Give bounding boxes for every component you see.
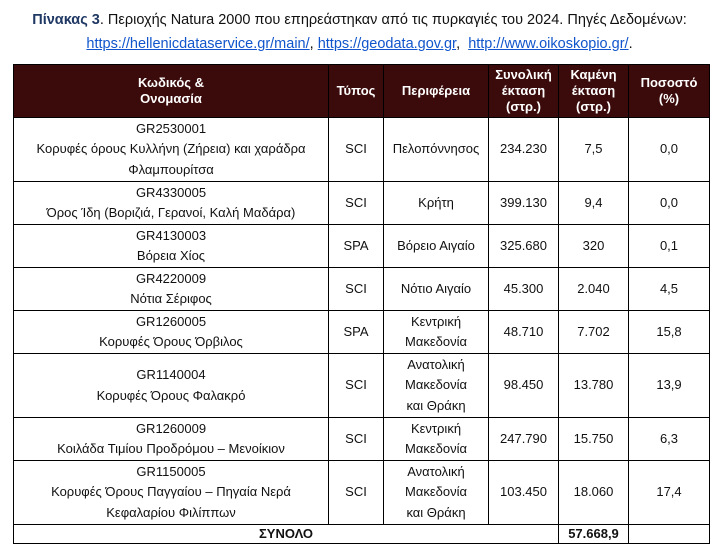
cell-percent: 13,9 <box>629 354 710 418</box>
cell-total-area: 98.450 <box>489 354 559 418</box>
cell-region: Νότιο Αιγαίο <box>384 268 489 311</box>
table-row <box>14 268 710 311</box>
cell-burned-area: 320 <box>559 225 629 268</box>
cell-total-area: 45.300 <box>489 268 559 311</box>
table-row <box>14 225 710 268</box>
table-caption <box>0 8 719 56</box>
cell-region: Ανατολική Μακεδονία και Θράκη <box>384 461 489 525</box>
total-burned-area: 57.668,9 <box>559 525 629 544</box>
cell-type: SPA <box>329 225 384 268</box>
cell-code-name: GR1150005 Κορυφές Όρους Παγγαίου – Πηγαία Νερά Κεφαλαρίου Φιλίππων <box>14 461 329 525</box>
cell-region: Ανατολική Μακεδονία και Θράκη <box>384 354 489 418</box>
cell-code-name: GR4330005 Όρος Ίδη (Βοριζιά, Γερανοί, Καλή Μαδάρα) <box>14 182 329 225</box>
cell-region: Κεντρική Μακεδονία <box>384 418 489 461</box>
cell-code-name: GR4220009 Νότια Σέριφος <box>14 268 329 311</box>
header-total-area: Συνολική έκταση (στρ.) <box>489 65 559 118</box>
cell-percent: 0,1 <box>629 225 710 268</box>
table-row <box>14 311 710 354</box>
cell-type: SCI <box>329 268 384 311</box>
cell-total-area: 247.790 <box>489 418 559 461</box>
header-percent: Ποσοστό (%) <box>629 65 710 118</box>
source-link-hellenicdataservice[interactable]: https://hellenicdataservice.gr/main/ <box>86 36 310 52</box>
cell-code-name: GR4130003 Βόρεια Χίος <box>14 225 329 268</box>
cell-type: SPA <box>329 311 384 354</box>
cell-type: SCI <box>329 118 384 182</box>
header-code-name: Κωδικός & Ονομασία <box>14 65 329 118</box>
natura-fires-table <box>13 64 710 544</box>
caption-text: . Περιοχής Natura 2000 που επηρεάστηκαν από τις πυρκαγιές του 2024. Πηγές Δεδομένων: <box>99 12 687 28</box>
cell-burned-area: 7,5 <box>559 118 629 182</box>
total-percent-empty <box>629 525 710 544</box>
header-region: Περιφέρεια <box>384 65 489 118</box>
caption-line-1 <box>0 8 719 32</box>
cell-region: Πελοπόννησος <box>384 118 489 182</box>
total-label: ΣΥΝΟΛΟ <box>14 525 559 544</box>
table-total-row <box>14 525 710 544</box>
cell-type: SCI <box>329 182 384 225</box>
cell-total-area: 325.680 <box>489 225 559 268</box>
cell-burned-area: 9,4 <box>559 182 629 225</box>
header-type: Τύπος <box>329 65 384 118</box>
cell-type: SCI <box>329 418 384 461</box>
source-link-geodata[interactable]: https://geodata.gov.gr <box>317 36 457 52</box>
table-row <box>14 461 710 525</box>
header-burned-area: Καμένη έκταση (στρ.) <box>559 65 629 118</box>
cell-code-name: GR1140004 Κορυφές Όρους Φαλακρό <box>14 354 329 418</box>
caption-line-2: https://hellenicdataservice.gr/main/, https://geodata.gov.gr, http://www.oikoskopio.gr/. <box>86 36 633 52</box>
cell-percent: 17,4 <box>629 461 710 525</box>
caption-label: Πίνακας 3 <box>32 12 100 28</box>
cell-total-area: 234.230 <box>489 118 559 182</box>
table-row <box>14 182 710 225</box>
cell-code-name: GR1260005 Κορυφές Όρους Όρβιλος <box>14 311 329 354</box>
table-row <box>14 354 710 418</box>
cell-percent: 0,0 <box>629 118 710 182</box>
cell-burned-area: 7.702 <box>559 311 629 354</box>
cell-burned-area: 2.040 <box>559 268 629 311</box>
cell-percent: 4,5 <box>629 268 710 311</box>
cell-type: SCI <box>329 461 384 525</box>
cell-type: SCI <box>329 354 384 418</box>
cell-code-name: GR1260009 Κοιλάδα Τιμίου Προδρόμου – Μενοίκιον <box>14 418 329 461</box>
source-link-oikoskopio[interactable]: http://www.oikoskopio.gr/ <box>468 36 629 52</box>
cell-total-area: 399.130 <box>489 182 559 225</box>
cell-region: Κρήτη <box>384 182 489 225</box>
cell-percent: 0,0 <box>629 182 710 225</box>
cell-burned-area: 15.750 <box>559 418 629 461</box>
table-header-row <box>14 65 710 118</box>
cell-total-area: 48.710 <box>489 311 559 354</box>
table-row <box>14 418 710 461</box>
cell-region: Κεντρική Μακεδονία <box>384 311 489 354</box>
cell-code-name: GR2530001 Κορυφές όρους Κυλλήνη (Ζήρεια) και χαράδρα Φλαμπουρίτσα <box>14 118 329 182</box>
table-row <box>14 118 710 182</box>
cell-percent: 6,3 <box>629 418 710 461</box>
cell-region: Βόρειο Αιγαίο <box>384 225 489 268</box>
cell-burned-area: 18.060 <box>559 461 629 525</box>
cell-total-area: 103.450 <box>489 461 559 525</box>
cell-burned-area: 13.780 <box>559 354 629 418</box>
cell-percent: 15,8 <box>629 311 710 354</box>
